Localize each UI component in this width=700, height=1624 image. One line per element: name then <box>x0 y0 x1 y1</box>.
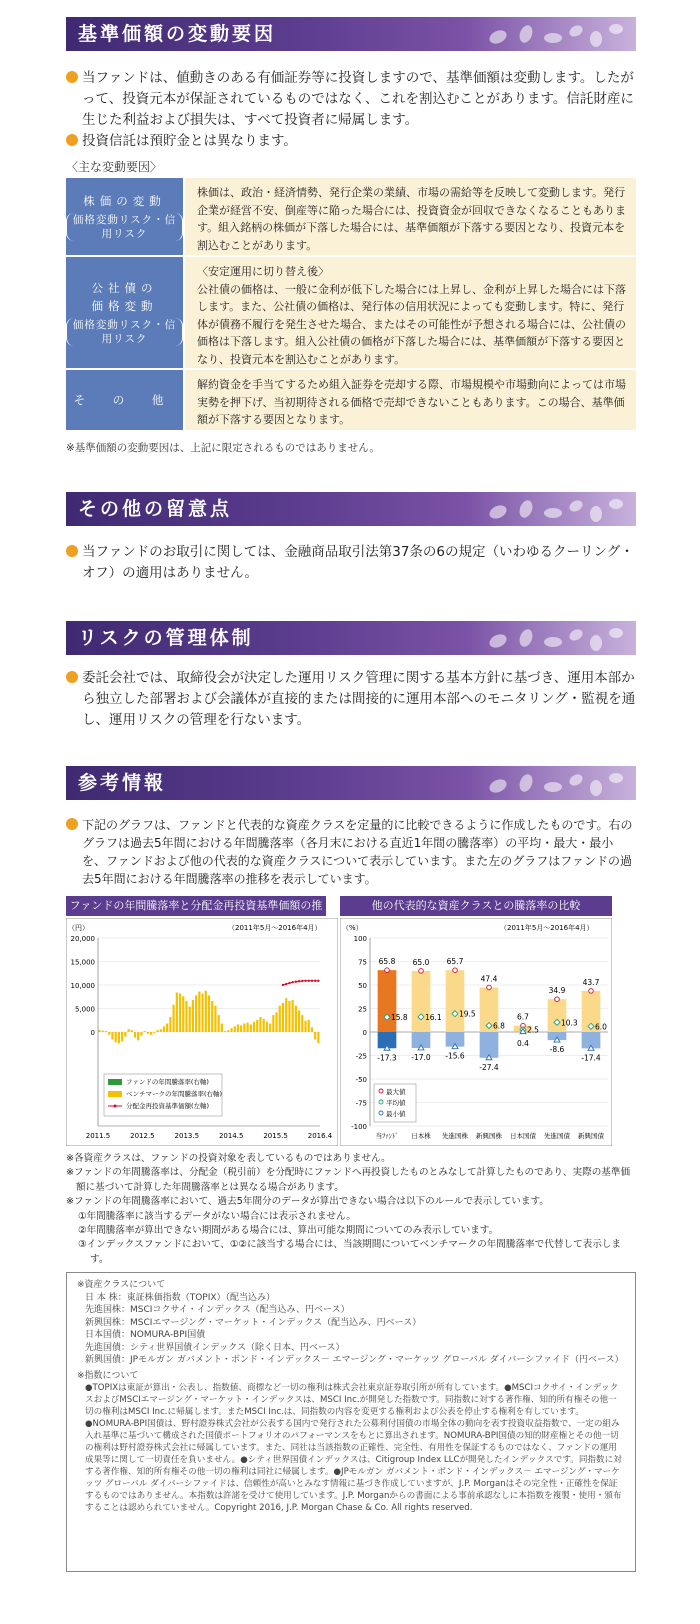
info-heading: ※資産クラスについて <box>77 1280 166 1290</box>
category-label: 日本株 <box>411 1132 431 1140</box>
asset-class-item: 日本国債：NOMURA-BPI国債 <box>85 1330 206 1340</box>
benchmark-bar <box>201 993 203 1032</box>
chart-notes <box>66 1152 636 1267</box>
min-value-label: -17.0 <box>411 1052 431 1062</box>
section-header-risk-management <box>66 621 636 655</box>
section-title: リスクの管理体制 <box>78 627 254 649</box>
max-value-label: 47.4 <box>480 974 498 984</box>
benchmark-bar <box>288 1001 290 1032</box>
index-disclaimer: ●TOPIXは東証が算出・公表し、指数値、商標など一切の権利は株式会社東京証券取引所が所有しています。●MSCIコクサイ・インデックスおよびMSCIエマージング・マーケット・インデックスは、MSCI Inc.が開発した指数です。同指数に対する著作権、知的所有権その他一切の権利はMSCI Inc.に帰属します。またMSCI Inc.は、同指数の内容を変更する権利および公表を停止する権利を有しています。●NOMURA-BPI国債は、野村證券株式会社が公表する国内で発行された公募利付国債の市場全体の動向を表す投資収益指数で、一定の組み入れ基準に基づいて構成された国債ポートフォリオのパフォーマンスをもとに算出されます。NOMURA-BPI国債の知的財産権とその他一切の権利は野村證券株式会社に帰属しています。また、同社は当該指数の正確性、完全性、有用性を保証するものではなく、ファンドの運用成果等に関して一切責任を負いません。●シティ世界国債インデックスは、Citigroup Index LLCが開発したインデックスです。同指数に対する著作権、知的所有権その他一切の権利は同社に帰属します。●JPモルガン ガバメント・ボンド・インデックス－ エマージング・マーケッツ グローバル ダイバーシファイドは、信頼性が高いとみなす情報に基づき作成していますが、J.P. Morganはその完全性・正確性を保証するものではありません。本指数は許諾を受けて使用しています。J.P. Morganからの書面による事前承認なしに本指数を複製・使用・頒布することは認められていません。Copyright 2016, J.P. Morgan Chase & Co. All rights reserved. <box>85 1383 622 1513</box>
benchmark-bar <box>140 1032 142 1036</box>
x-tick-label: 2014.5 <box>218 1132 244 1140</box>
benchmark-bar <box>285 998 287 1032</box>
category-label: 先進国株 <box>442 1132 468 1140</box>
right-chart-title: 他の代表的な資産クラスとの騰落率の比較 <box>340 896 612 916</box>
max-value-label: 43.7 <box>582 977 600 987</box>
risk-label: 株価の変動 <box>83 194 166 208</box>
benchmark-bar <box>134 1032 136 1038</box>
benchmark-bar <box>292 1000 294 1032</box>
benchmark-bar <box>317 1032 319 1043</box>
max-bar <box>446 970 465 1032</box>
section-title: 参考情報 <box>78 772 167 794</box>
max-value-label: 6.7 <box>517 1012 529 1022</box>
risk-text: 株価は、政治・経済情勢、発行企業の業績、市場の需給等を反映して変動します。発行企業が経営不安、倒産等に陥った場合には、投資資金が回収できなくなることもあります。組入銘柄の株価が下落した場合には、基準価額が下落する要因となり、投資元本を割込むことがあります。 <box>185 178 636 255</box>
asset-class-item: 先進国債：シティ世界国債インデックス（除く日本、円ベース） <box>85 1342 345 1353</box>
legend-swatch <box>108 1079 122 1085</box>
y-tick-label: 0 <box>362 1029 367 1037</box>
benchmark-bar <box>221 1024 223 1032</box>
avg-value-label: 15.8 <box>391 1013 408 1023</box>
max-bar <box>412 971 431 1032</box>
fluctuation-text <box>66 68 636 152</box>
benchmark-bar <box>263 1019 265 1032</box>
benchmark-bar <box>156 1030 158 1032</box>
risk-management-line: 委託会社では、取締役会が決定した運用リスク管理に関する基本方針に基づき、運用本部から独立した部署および会議体が直接的または間接的に運用本部へのモニタリング・監視を通し、運用リスクの管理を行ないます。 <box>82 670 636 728</box>
benchmark-bar <box>195 995 197 1032</box>
benchmark-bar <box>272 1015 274 1032</box>
legend-label: 最大値 <box>386 1088 406 1096</box>
benchmark-bar <box>298 1010 300 1032</box>
axis-unit: （%） <box>342 924 363 932</box>
benchmark-bar <box>192 1000 194 1032</box>
risk-sublabel: 価格変動リスク・信用リスク <box>66 213 183 241</box>
asset-class-item: 新興国株：MSCIエマージング・マーケット・インデックス（配当込み、円ベース） <box>85 1317 422 1328</box>
min-value-label: -17.3 <box>377 1053 397 1063</box>
benchmark-bar <box>115 1032 117 1042</box>
x-tick-label: 2012.5 <box>130 1132 155 1140</box>
decorative-petals-icon <box>478 766 628 800</box>
y-tick-label: 100 <box>353 935 367 943</box>
benchmark-bar <box>304 1021 306 1032</box>
legend-swatch-dot <box>114 1105 117 1108</box>
max-marker <box>385 968 390 973</box>
other-notes-line: 当ファンドのお取引に関しては、金融商品取引法第37条の6の規定（いわゆるクーリング・オフ）の適用はありません。 <box>82 544 634 581</box>
benchmark-bar <box>234 1026 236 1032</box>
benchmark-bar <box>314 1032 316 1040</box>
legend-marker <box>379 1100 383 1104</box>
max-bar <box>378 970 397 1032</box>
min-value-label: -8.6 <box>549 1045 565 1055</box>
x-tick-label: 2011.5 <box>85 1132 111 1140</box>
legend-marker <box>379 1089 383 1093</box>
min-value-label: -15.6 <box>445 1051 465 1061</box>
risk-table <box>66 178 636 432</box>
x-tick-label: 2015.5 <box>263 1132 288 1140</box>
left-tick-label: 0 <box>90 1029 95 1037</box>
chart-note: ③インデックスファンドにおいて、①②に該当する場合には、当該期間についてベンチマークの年間騰落率で代替して表示します。 <box>78 1239 621 1265</box>
benchmark-bar <box>179 993 181 1032</box>
benchmark-bar <box>176 993 178 1032</box>
max-value-label: 65.0 <box>412 957 430 967</box>
left-chart-title: ファンドの年間騰落率と分配金再投資基準価額の推 <box>66 896 326 916</box>
benchmark-bar <box>237 1024 239 1032</box>
benchmark-bar <box>137 1032 139 1040</box>
y-tick-label: -25 <box>355 1052 367 1061</box>
risk-sublabel: 価格変動リスク・信用リスク <box>66 318 183 346</box>
benchmark-bar <box>311 1027 313 1032</box>
benchmark-bar <box>108 1032 110 1035</box>
asset-class-item: 先進国株：MSCIコクサイ・インデックス（配当込み、円ベース） <box>85 1305 350 1315</box>
left-tick-label: 15,000 <box>70 958 95 967</box>
avg-value-label: 6.0 <box>595 1022 607 1032</box>
risk-row-bond <box>66 257 636 370</box>
risk-text: 解約資金を手当てするため組入証券を売却する際、市場規模や市場動向によっては市場実勢を押下げ、当初期待される価格で売却できないこともあります。この場合、基準価額が下落する要因となります。 <box>185 370 636 430</box>
avg-value-label: 6.8 <box>493 1021 505 1031</box>
benchmark-bar <box>279 1006 281 1032</box>
fluctuation-line-1: 当ファンドは、値動きのある有価証券等に投資しますので、基準価額は変動します。したがって、投資元本が保証されているものではなく、これを割込むことがあります。信託財産に生じた利益および損失は、すべて投資者に帰属します。 <box>82 70 634 128</box>
section-header-reference <box>66 766 636 800</box>
legend-label: 平均値 <box>386 1099 406 1107</box>
benchmark-bar <box>131 1030 133 1032</box>
legend-label: 分配金再投資基準価額(左軸) <box>126 1102 210 1110</box>
avg-value-label: 10.3 <box>561 1018 578 1028</box>
reference-line: 下記のグラフは、ファンドと代表的な資産クラスを定量的に比較できるように作成したものです。右のグラフは過去5年間における年間騰落率（各月末における直近1年間の騰落率）の平均・最大・最小を、ファンドおよび他の代表的な資産クラスについて表示しています。また左のグラフはファンドの過去5年間における年間騰落率の推移を表示しています。 <box>82 818 633 886</box>
benchmark-bar <box>218 1015 220 1032</box>
benchmark-bar <box>247 1023 249 1032</box>
x-tick-label: 2013.5 <box>174 1132 200 1140</box>
benchmark-bar <box>282 1003 284 1032</box>
min-value-label: -27.4 <box>479 1062 499 1072</box>
benchmark-bar <box>105 1031 107 1032</box>
benchmark-bar <box>160 1029 162 1032</box>
benchmark-bar <box>243 1024 245 1032</box>
benchmark-bar <box>111 1032 113 1040</box>
left-tick-label: 20,000 <box>70 935 95 943</box>
chart-note: ②年間騰落率が算出できない期間がある場合には、算出可能な期間についてのみ表示しています。 <box>78 1225 499 1237</box>
y-tick-label: 50 <box>358 982 367 990</box>
legend-label: ベンチマークの年間騰落率(右軸) <box>126 1090 223 1098</box>
left-tick-label: 5,000 <box>74 1005 95 1014</box>
benchmark-bar <box>266 1022 268 1032</box>
max-value-label: 65.8 <box>378 957 396 967</box>
risk-label: そ の 他 <box>73 393 176 407</box>
chart-note: ※ファンドの年間騰落率において、過去5年間分のデータが算出できない場合は以下のルールで表示しています。 <box>66 1196 549 1208</box>
benchmark-bar <box>121 1032 123 1041</box>
category-label: 日本国債 <box>510 1132 536 1140</box>
category-label: 新興国債 <box>578 1132 604 1140</box>
table-caption: 〈主な変動要因〉 <box>66 160 163 174</box>
benchmark-bar <box>208 995 210 1032</box>
max-marker <box>419 969 424 974</box>
benchmark-bar <box>214 1006 216 1032</box>
benchmark-bar <box>205 991 207 1032</box>
risk-head: 〈安定運用に切り替え後〉 <box>197 265 329 278</box>
chart-note: ①年間騰落率に該当するデータがない場合には表示されません。 <box>78 1210 356 1222</box>
risk-text: 公社債の価格は、一般に金利が低下した場合には上昇し、金利が上昇した場合には下落します。また、公社債の価格は、発行体の信用状況によっても変動します。特に、発行体が債務不履行を発生させた場合、またはその可能性が予想される場合には、公社債の価格は下落します。組入公社債の価格が下落した場合には、基準価額が下落する要因となり、投資元本を割込むことがあります。 <box>197 282 626 366</box>
max-marker <box>487 985 492 990</box>
max-marker <box>453 968 458 973</box>
risk-row-other <box>66 370 636 432</box>
benchmark-bar <box>189 1007 191 1032</box>
decorative-petals-icon <box>478 17 628 51</box>
benchmark-bar <box>150 1032 152 1035</box>
asset-class-item: 新興国債：JPモルガン ガバメント・ボンド・インデックス－ エマージング・マーケッツ グローバル ダイバーシファイド（円ベース） <box>85 1355 624 1365</box>
benchmark-bar <box>102 1031 104 1032</box>
y-tick-label: 75 <box>358 958 367 967</box>
benchmark-bar <box>275 1012 277 1032</box>
other-notes-text <box>66 542 636 584</box>
category-label: 当ﾌｧﾝﾄﾞ <box>375 1132 399 1140</box>
legend-label: 最小値 <box>386 1110 406 1118</box>
avg-value-label: 19.5 <box>459 1009 476 1019</box>
category-label: 先進国債 <box>544 1132 570 1140</box>
benchmark-bar <box>224 1031 226 1032</box>
benchmark-bar <box>227 1030 229 1032</box>
fluctuation-line-2: 投資信託は預貯金とは異なります。 <box>82 133 297 149</box>
chart-period: （2011年5月～2016年4月） <box>228 924 322 932</box>
y-tick-label: -75 <box>355 1099 367 1108</box>
benchmark-bar <box>185 1001 187 1032</box>
right-chart <box>340 918 612 1146</box>
chart-period: （2011年5月～2016年4月） <box>500 924 594 932</box>
index-info-box <box>66 1272 636 1572</box>
left-tick-label: 10,000 <box>70 982 95 990</box>
benchmark-bar <box>127 1029 129 1032</box>
avg-value-label: 2.5 <box>527 1025 539 1035</box>
benchmark-bar <box>211 1001 213 1032</box>
section-header-fluctuation <box>66 17 636 51</box>
benchmark-bar <box>153 1032 155 1033</box>
y-tick-label: -50 <box>355 1076 367 1084</box>
benchmark-bar <box>269 1024 271 1032</box>
benchmark-bar <box>256 1020 258 1032</box>
benchmark-bar <box>250 1024 252 1032</box>
benchmark-bar <box>253 1022 255 1032</box>
benchmark-bar <box>295 1006 297 1032</box>
risk-row-stock <box>66 178 636 257</box>
asset-class-item: 日 本 株：東証株価指数（TOPIX）（配当込み） <box>85 1292 276 1303</box>
risk-label: 公社債の価格変動 <box>91 281 158 313</box>
legend-marker <box>379 1111 383 1115</box>
y-tick-label: -100 <box>351 1123 367 1131</box>
benchmark-bar <box>166 1024 168 1032</box>
left-chart <box>66 918 338 1146</box>
max-value-label: 65.7 <box>446 957 464 967</box>
benchmark-bar <box>301 1015 303 1032</box>
benchmark-bar <box>308 1020 310 1032</box>
section-header-other-notes <box>66 492 636 526</box>
section-title: 基準価額の変動要因 <box>78 23 277 45</box>
benchmark-bar <box>163 1026 165 1032</box>
risk-management-text <box>66 668 636 731</box>
max-marker <box>555 997 560 1002</box>
decorative-petals-icon <box>478 492 628 526</box>
category-label: 新興国株 <box>476 1132 502 1140</box>
benchmark-bar <box>169 1017 171 1032</box>
benchmark-bar <box>259 1017 261 1032</box>
decorative-petals-icon <box>478 621 628 655</box>
max-value-label: 34.9 <box>548 986 566 996</box>
x-tick-label: 2016.4 <box>307 1132 333 1140</box>
reference-text <box>66 816 636 888</box>
legend-label: ファンドの年間騰落率(右軸) <box>126 1078 209 1086</box>
benchmark-bar <box>124 1032 126 1037</box>
benchmark-bar <box>240 1025 242 1032</box>
left-axis-unit: （円） <box>68 924 89 932</box>
section-title: その他の留意点 <box>78 498 233 520</box>
y-tick-label: 25 <box>358 1005 367 1014</box>
benchmark-bar <box>198 992 200 1032</box>
benchmark-bar <box>182 996 184 1032</box>
min-value-label: -17.4 <box>581 1053 601 1063</box>
benchmark-bar <box>118 1032 120 1043</box>
benchmark-bar <box>230 1028 232 1032</box>
chart-note: ※各資産クラスは、ファンドの投資対象を表しているものではありません。 <box>66 1153 391 1164</box>
benchmark-bar <box>144 1031 146 1032</box>
avg-value-label: 16.1 <box>425 1012 442 1022</box>
info-heading: ※指数について <box>77 1370 139 1381</box>
legend-swatch <box>108 1091 122 1097</box>
benchmark-bar <box>173 1005 175 1032</box>
benchmark-bar <box>99 1030 101 1032</box>
benchmark-bar <box>147 1032 149 1034</box>
fluctuation-note: ※基準価額の変動要因は、上記に限定されるものではありません。 <box>66 442 380 454</box>
chart-note: ※ファンドの年間騰落率は、分配金（税引前）を分配時にファンドへ再投資したものとみなして計算したものであり、実際の基準価額に基づいて計算した年間騰落率とは異なる場合があります。 <box>66 1167 631 1193</box>
min-value-label: 0.4 <box>517 1039 529 1048</box>
max-marker <box>589 989 594 994</box>
